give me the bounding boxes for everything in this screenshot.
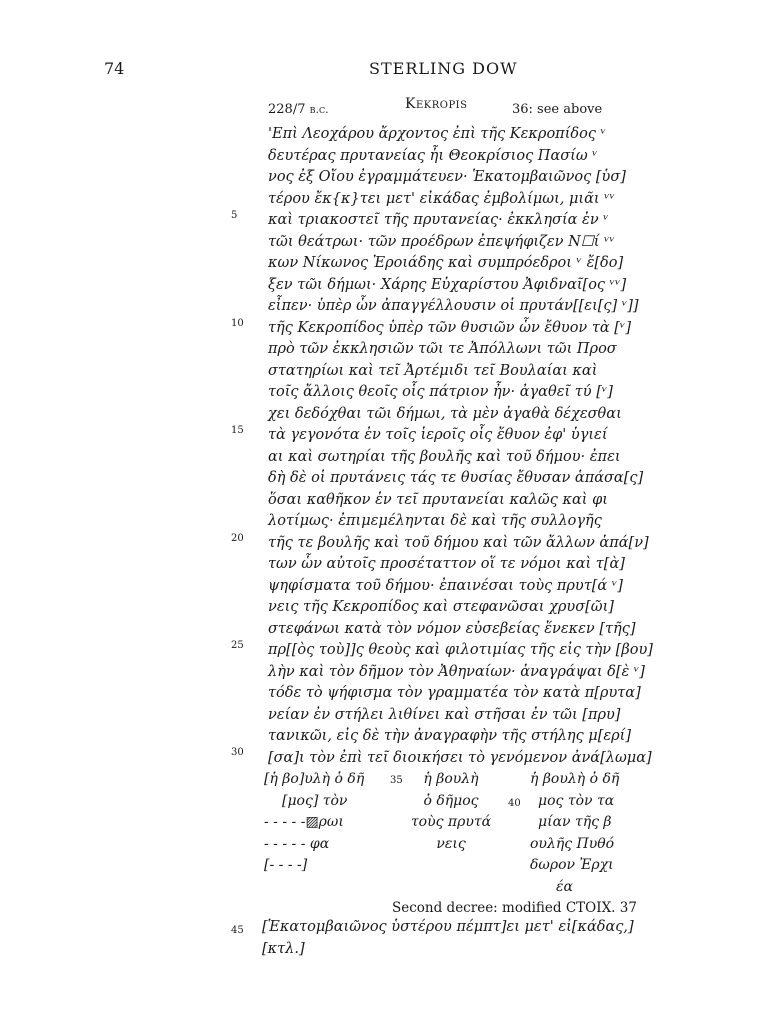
tribe-heading: Kekropis (405, 96, 468, 112)
inscription-line: τὰ γεγονότα ἐν τοῖς ἱεροῖς οἷς ἔθυον ἐφ' ὑγιεί (268, 427, 608, 443)
inscription-line: εἶπεν· ὑπὲρ ὧν ἀπαγγέλλουσιν οἱ πρυτάν[[ει[ς] ᵛ]] (268, 298, 639, 314)
decree-date (268, 102, 329, 117)
crown-column-1 (264, 769, 364, 877)
inscription-line: τοῖς ἄλλοις θεοῖς οἷς πάτριον ἦν· ἀγαθεῖ τύ [ᵛ] (268, 384, 613, 400)
second-decree-text (262, 917, 634, 960)
crown-column-3 (530, 769, 619, 898)
inscription-line: καὶ τριακοστεῖ τῆς πρυτανείας· ἐκκλησία ἐν ᵛ (268, 212, 609, 228)
inscription-line: στεφάνωι κατὰ τὸν νόμον εὐσεβείας ἕνεκεν [τῆς] (268, 620, 636, 637)
inscription-line: 'Επὶ Λεοχάρου ἄρχοντος ἐπὶ τῆς Κεκροπίδος ᵛ (268, 126, 606, 142)
inscription-line: [Ἑκατομβαιῶνος ὑστέρου πέμπτ]ει μετ' εἰ[κάδας,] (262, 919, 634, 935)
line-number: 10 (231, 318, 244, 329)
inscription-line: πρὸ τῶν ἐκκλησιῶν τῶι τε Ἀπόλλωνι τῶι Προσ (268, 341, 617, 357)
inscription-line: τῶι θεάτρωι· τῶν προέδρων ἐπεψήφιζεν Ν☐ί ᵛᵛ (268, 233, 615, 250)
inscription-line: στατηρίωι καὶ τεῖ Ἀρτέμιδι τεῖ Βουλαίαι καὶ (268, 362, 598, 379)
inscription-line: των ὧν αὐτοῖς προσέταττον οἵ τε νόμοι καὶ τ[ὰ] (268, 556, 625, 572)
inscription-line: δευτέρας πρυτανείας ἧι Θεοκρίσιος Πασίω ᵛ (268, 147, 598, 164)
line-number: 25 (231, 640, 244, 651)
crown-column-2 (406, 769, 496, 855)
inscription-text (268, 124, 653, 769)
crown-line: [ἡ βο]υλὴ ὁ δῆ (264, 771, 365, 787)
crown-line: [μος] τὸν (282, 792, 348, 809)
decree-note: 36: see above (512, 102, 603, 117)
crown-line: ἡ βουλὴ (423, 771, 479, 787)
inscription-line: ὅσαι καθῆκον ἐν τεῖ πρυτανείαι καλῶς καὶ φι (268, 491, 608, 508)
inscription-line: πρ[[ὸς τοὺ]]ς θεοὺς καὶ φιλοτιμίας τῆς εἰς τὴν [βου] (268, 642, 653, 658)
crown-line: [- - - -] (264, 857, 308, 873)
inscription-line: αι καὶ σωτηρίαι τῆς βουλῆς καὶ τοῦ δήμου· ἐπει (268, 448, 621, 465)
crown-line: νεις (436, 835, 466, 852)
inscription-line: δὴ δὲ οἱ πρυτάνεις τάς τε θυσίας ἔθυσαν ἁπάσα[ς] (268, 470, 644, 486)
crown-line: - - - - - φα (264, 835, 330, 852)
line-number: 45 (231, 925, 244, 936)
inscription-line: λοτίμως· ἐπιμεμέληνται δὲ καὶ τῆς συλλογῆς (268, 513, 602, 529)
line-number: 20 (231, 533, 244, 544)
inscription-line: νεις τῆς Κεκροπίδος καὶ στεφανῶσαι χρυσ[ῶι] (268, 599, 614, 615)
inscription-line: νος ἐξ Οἴου ἐγραμμάτευεν· Ἑκατομβαιῶνος [ὑσ] (268, 169, 626, 185)
crown-line: τοὺς πρυτά (410, 814, 492, 830)
line-number: 5 (231, 210, 238, 221)
second-decree-heading: Second decree: modified CTOIX. 37 (392, 900, 637, 916)
line-number: 15 (231, 425, 244, 436)
crown-line: ὁ δῆμος (423, 792, 479, 809)
crown-line-number: 35 (390, 775, 403, 786)
inscription-line: ψηφίσματα τοῦ δήμου· ἐπαινέσαι τοὺς πρυτ[ά ᵛ] (268, 577, 623, 594)
inscription-line: τόδε τὸ ψήφισμα τὸν γραμματέα τὸν κατὰ π[ρυτα] (268, 685, 641, 701)
inscription-line: [κτλ.] (262, 940, 305, 957)
crown-line: ἡ βουλὴ ὁ δῆ (530, 771, 620, 787)
inscription-line: χει δεδόχθαι τῶι δήμωι, τὰ μὲν ἀγαθὰ δέχεσθαι (268, 405, 622, 422)
date-era: b.c. (309, 103, 329, 116)
inscription-line: τῆς τε βουλῆς καὶ τοῦ δήμου καὶ τῶν ἄλλων ἁπά[ν] (268, 534, 649, 551)
inscription-line: [σα]ι τὸν ἐπὶ τεῖ διοικήσει τὸ γενόμενον ἀνά[λωμα] (268, 749, 652, 766)
inscription-line: λὴν καὶ τὸν δῆμον τὸν Ἀθηναίων· ἀναγράψαι δ[ὲ ᵛ] (268, 663, 645, 680)
crown-line: ουλῆς Πυθό (530, 835, 615, 852)
line-number: 30 (231, 747, 244, 758)
date-year: 228/7 (268, 102, 306, 117)
crown-line: μίαν τῆς β (538, 814, 612, 830)
page-number: 74 (104, 59, 125, 78)
inscription-line: κων Νίκωνος Ἐροιάδης καὶ συμπρόεδροι ᵛ ἔ[δο] (268, 255, 624, 271)
inscription-line: νείαν ἐν στήλει λιθίνει καὶ στῆσαι ἐν τῶι [πρυ] (268, 706, 621, 723)
crown-line: έα (556, 878, 573, 895)
crown-line: δωρον Ἐρχι (530, 857, 614, 873)
inscription-line: ξεν τῶι δήμωι· Χάρης Εὐχαρίστου Ἀφιδναῖ[ος ᵛᵛ] (268, 276, 627, 293)
inscription-line: τῆς Κεκροπίδος ὑπὲρ τῶν θυσιῶν ὧν ἔθυον τὰ [ᵛ] (268, 319, 631, 336)
crown-line-number: 40 (508, 798, 521, 809)
inscription-line: τανικῶι, εἰς δὲ τὴν ἀναγραφὴν τῆς στήλης μ[ερί] (268, 728, 632, 744)
crown-line: μος τὸν τα (538, 792, 615, 809)
crown-line: - - - - -▨ρωι (264, 814, 344, 830)
running-head: STERLING DOW (369, 59, 518, 78)
inscription-line: τέρου ἔκ{κ}τει μετ' εἰκάδας ἐμβολίμωι, μιᾶι ᵛᵛ (268, 190, 616, 207)
